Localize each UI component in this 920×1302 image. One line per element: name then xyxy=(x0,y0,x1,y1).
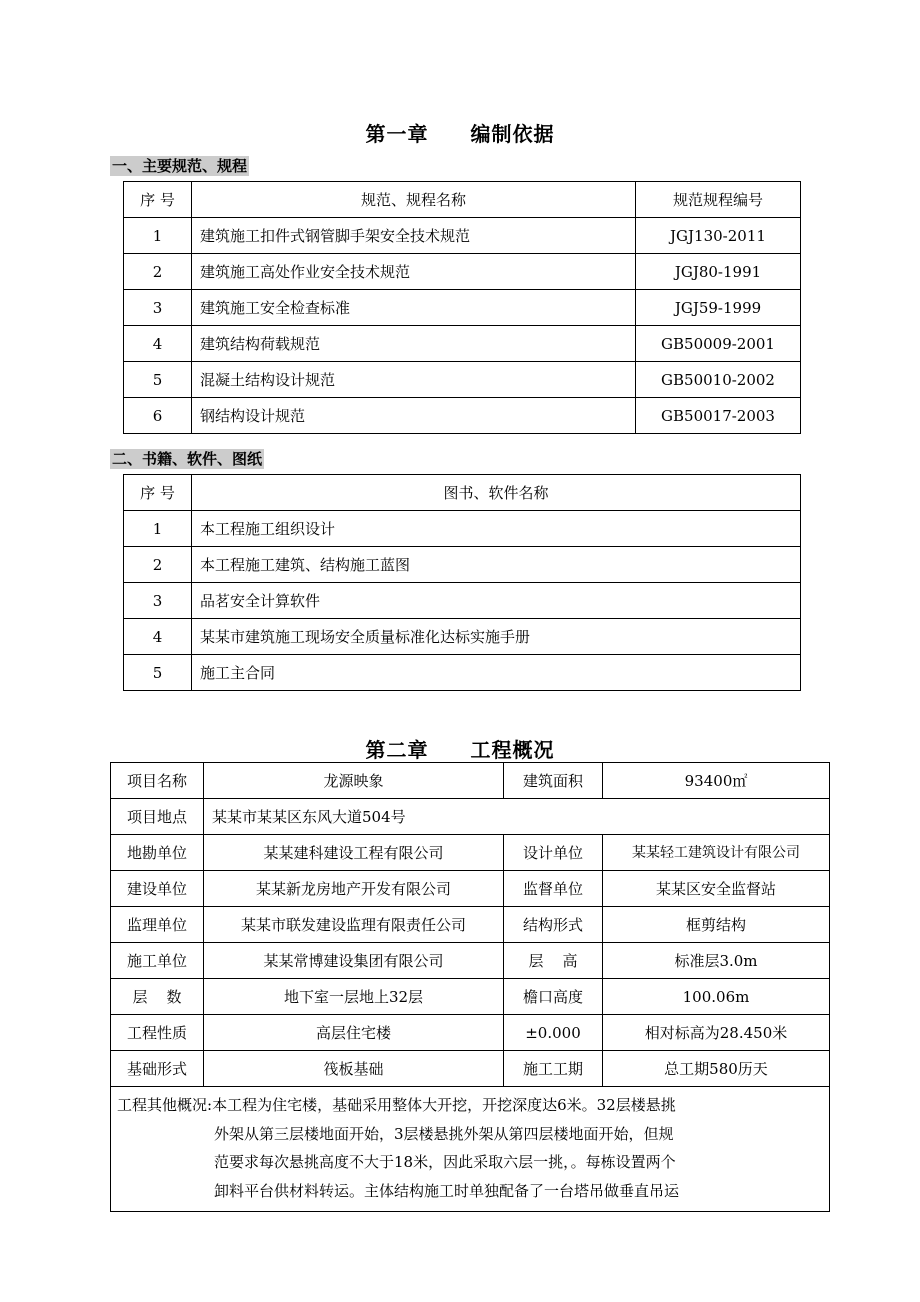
label-cell: 监理单位 xyxy=(111,907,204,943)
note-line: 卸料平台供材料转运。主体结构施工时单独配备了一台塔吊做垂直吊运 xyxy=(214,1181,680,1200)
value-cell: 标准层3.0m xyxy=(603,943,830,979)
row-name: 建筑施工安全检查标准 xyxy=(192,290,636,326)
header-no: 序 号 xyxy=(124,475,192,511)
row-name: 本工程施工组织设计 xyxy=(192,511,801,547)
row-no: 2 xyxy=(124,547,192,583)
table-header-row xyxy=(124,182,801,218)
row-no: 1 xyxy=(124,218,192,254)
label-cell: 地勘单位 xyxy=(111,835,204,871)
row-code: GB50009-2001 xyxy=(636,326,801,362)
table-row xyxy=(124,583,801,619)
row-no: 4 xyxy=(124,326,192,362)
books-table xyxy=(123,474,801,691)
value-cell: 100.06m xyxy=(603,979,830,1015)
row-name: 建筑施工扣件式钢管脚手架安全技术规范 xyxy=(192,218,636,254)
table-row xyxy=(111,763,830,799)
label-cell: 监督单位 xyxy=(504,871,603,907)
value-cell: 总工期580历天 xyxy=(603,1051,830,1087)
label-cell: 工程性质 xyxy=(111,1015,204,1051)
row-name: 混凝土结构设计规范 xyxy=(192,362,636,398)
row-no: 4 xyxy=(124,619,192,655)
row-no: 3 xyxy=(124,583,192,619)
value-cell: 某某市某某区东风大道504号 xyxy=(204,799,830,835)
standards-table xyxy=(123,181,801,434)
value-cell: 某某建科建设工程有限公司 xyxy=(204,835,504,871)
table-row xyxy=(124,326,801,362)
table-row xyxy=(111,835,830,871)
table-row xyxy=(111,943,830,979)
table-row xyxy=(111,1015,830,1051)
row-name: 建筑施工高处作业安全技术规范 xyxy=(192,254,636,290)
label-cell: 建设单位 xyxy=(111,871,204,907)
value-cell: 某某新龙房地产开发有限公司 xyxy=(204,871,504,907)
table-row xyxy=(124,655,801,691)
table-row xyxy=(124,511,801,547)
section2-title: 二、书籍、软件、图纸 xyxy=(112,450,263,468)
row-code: JGJ80-1991 xyxy=(636,254,801,290)
row-code: GB50017-2003 xyxy=(636,398,801,434)
table-row xyxy=(124,619,801,655)
label-cell: 建筑面积 xyxy=(504,763,603,799)
label-cell: 层 高 xyxy=(504,943,603,979)
header-code: 规范规程编号 xyxy=(636,182,801,218)
table-row xyxy=(124,218,801,254)
label-cell: 基础形式 xyxy=(111,1051,204,1087)
row-no: 5 xyxy=(124,362,192,398)
row-code: JGJ59-1999 xyxy=(636,290,801,326)
table-row xyxy=(124,290,801,326)
value-cell: 框剪结构 xyxy=(603,907,830,943)
note-line: 外架从第三层楼地面开始，3层楼悬挑外架从第四层楼地面开始，但规 xyxy=(214,1124,674,1143)
row-no: 3 xyxy=(124,290,192,326)
value-cell: 某某常博建设集团有限公司 xyxy=(204,943,504,979)
value-cell: 93400㎡ xyxy=(603,763,830,799)
row-name: 某某市建筑施工现场安全质量标准化达标实施手册 xyxy=(192,619,801,655)
label-cell: 项目名称 xyxy=(111,763,204,799)
row-name: 施工主合同 xyxy=(192,655,801,691)
table-row xyxy=(111,871,830,907)
table-row xyxy=(111,1051,830,1087)
label-cell: 檐口高度 xyxy=(504,979,603,1015)
project-other-overview xyxy=(111,1087,830,1212)
label-cell: ±0.000 xyxy=(504,1015,603,1051)
label-cell: 设计单位 xyxy=(504,835,603,871)
row-name: 品茗安全计算软件 xyxy=(192,583,801,619)
row-code: JGJ130-2011 xyxy=(636,218,801,254)
header-no: 序 号 xyxy=(124,182,192,218)
row-no: 1 xyxy=(124,511,192,547)
row-name: 钢结构设计规范 xyxy=(192,398,636,434)
label-cell: 层 数 xyxy=(111,979,204,1015)
value-cell: 地下室一层地上32层 xyxy=(204,979,504,1015)
row-no: 5 xyxy=(124,655,192,691)
note-label: 工程其他概况: xyxy=(117,1096,213,1114)
table-row xyxy=(111,799,830,835)
chapter1-title: 第一章 编制依据 xyxy=(365,122,555,146)
value-cell: 某某区安全监督站 xyxy=(603,871,830,907)
row-no: 2 xyxy=(124,254,192,290)
table-row xyxy=(124,362,801,398)
table-header-row xyxy=(124,475,801,511)
value-cell: 高层住宅楼 xyxy=(204,1015,504,1051)
row-name: 本工程施工建筑、结构施工蓝图 xyxy=(192,547,801,583)
label-cell: 结构形式 xyxy=(504,907,603,943)
header-name: 规范、规程名称 xyxy=(192,182,636,218)
table-row xyxy=(124,398,801,434)
value-cell: 某某市联发建设监理有限责任公司 xyxy=(204,907,504,943)
row-name: 建筑结构荷载规范 xyxy=(192,326,636,362)
value-cell: 相对标高为28.450米 xyxy=(603,1015,830,1051)
table-row xyxy=(124,547,801,583)
row-code: GB50010-2002 xyxy=(636,362,801,398)
table-row xyxy=(111,907,830,943)
table-row xyxy=(111,979,830,1015)
header-name: 图书、软件名称 xyxy=(192,475,801,511)
value-cell: 筏板基础 xyxy=(204,1051,504,1087)
project-overview-table xyxy=(110,762,830,1212)
value-cell: 龙源映象 xyxy=(204,763,504,799)
value-cell: 某某轻工建筑设计有限公司 xyxy=(603,835,830,871)
label-cell: 项目地点 xyxy=(111,799,204,835)
label-cell: 施工单位 xyxy=(111,943,204,979)
note-line: 范要求每次悬挑高度不大于18米，因此采取六层一挑，。每栋设置两个 xyxy=(214,1153,676,1171)
note-line: 本工程为住宅楼，基础采用整体大开挖，开挖深度达6米。32层楼悬挑 xyxy=(212,1096,676,1114)
table-row xyxy=(124,254,801,290)
label-cell: 施工工期 xyxy=(504,1051,603,1087)
table-row xyxy=(111,1087,830,1212)
section1-title: 一、主要规范、规程 xyxy=(112,157,248,175)
chapter2-title: 第二章 工程概况 xyxy=(365,738,555,762)
row-no: 6 xyxy=(124,398,192,434)
